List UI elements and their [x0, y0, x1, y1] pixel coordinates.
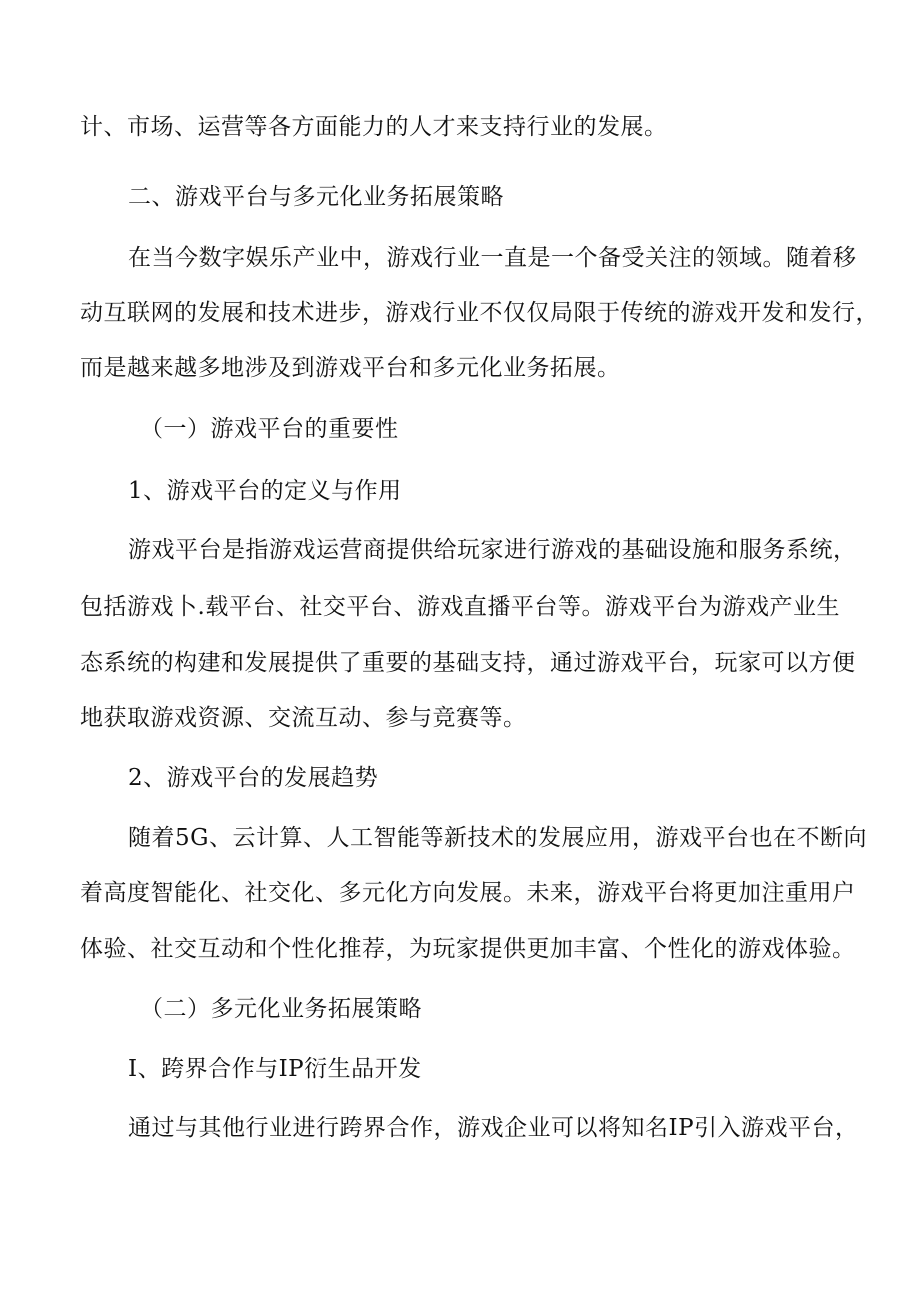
- paragraph-line: 在当今数字娱乐产业中，游戏行业一直是一个备受关注的领域。随着移: [128, 245, 857, 271]
- item-heading: I、跨界合作与IP衍生品开发: [128, 1056, 422, 1082]
- paragraph-line: 体验、社交互动和个性化推荐，为玩家提供更加丰富、个性化的游戏体验。: [80, 936, 856, 962]
- paragraph-line: 通过与其他行业进行跨界合作，游戏企业可以将知名IP引入游戏平台，: [128, 1115, 859, 1141]
- section-heading: 二、游戏平台与多元化业务拓展策略: [128, 184, 504, 210]
- paragraph-line: 包括游戏卜.载平台、社交平台、游戏直播平台等。游戏平台为游戏产业生: [80, 594, 840, 620]
- paragraph-line: 地获取游戏资源、交流互动、参与竞赛等。: [80, 705, 527, 731]
- subsection-heading: （一）游戏平台的重要性: [140, 416, 399, 442]
- paragraph-line: 动互联网的发展和技术进步，游戏行业不仅仅局限于传统的游戏开发和发行，: [80, 300, 879, 326]
- paragraph-line: 着高度智能化、社交化、多元化方向发展。未来，游戏平台将更加注重用户: [80, 880, 856, 906]
- paragraph-line: 随着5G、云计算、人工智能等新技术的发展应用，游戏平台也在不断向: [128, 825, 868, 851]
- item-heading: 2、游戏平台的发展趋势: [128, 765, 379, 791]
- paragraph-line: 计、市场、运营等各方面能力的人才来支持行业的发展。: [80, 114, 668, 140]
- paragraph-line: 游戏平台是指游戏运营商提供给玩家进行游戏的基础设施和服务系统，: [128, 537, 857, 563]
- item-heading: 1、游戏平台的定义与作用: [128, 478, 402, 504]
- paragraph-line: 而是越来越多地涉及到游戏平台和多元化业务拓展。: [80, 355, 621, 381]
- paragraph-line: 态系统的构建和发展提供了重要的基础支持，通过游戏平台，玩家可以方便: [80, 650, 856, 676]
- subsection-heading: （二）多元化业务拓展策略: [140, 996, 422, 1022]
